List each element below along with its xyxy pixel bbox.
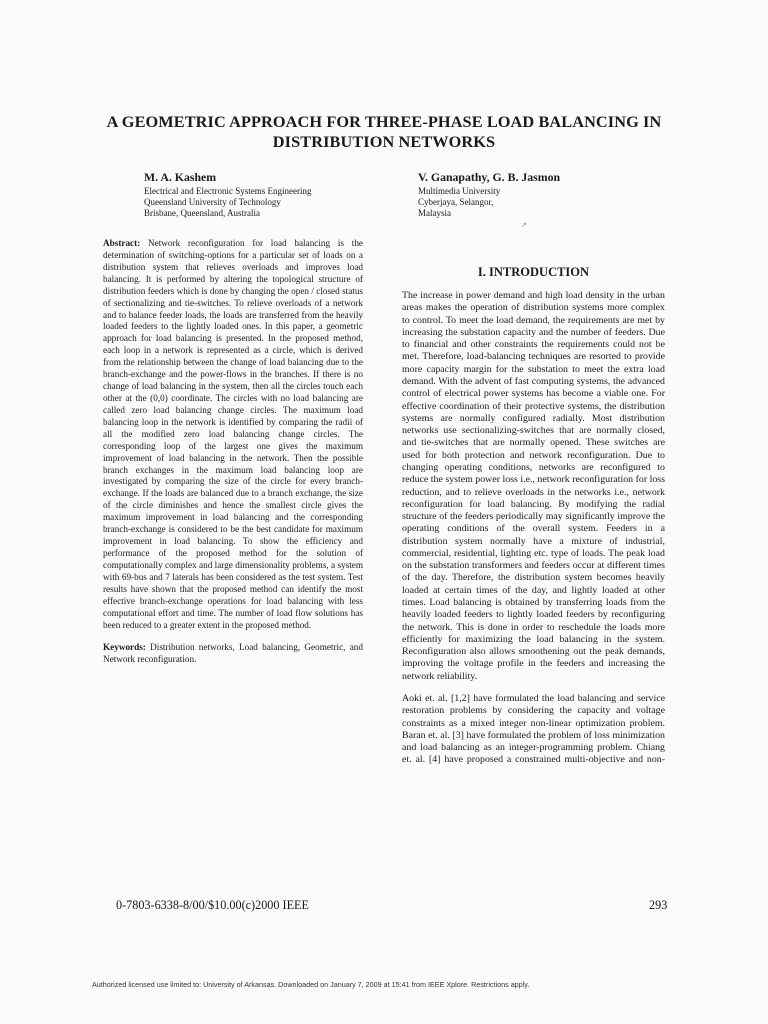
author-affiliation: Electrical and Electronic Systems Engineering (144, 186, 312, 196)
author-affiliation: Brisbane, Queensland, Australia (144, 208, 260, 219)
license-footer: Authorized licensed use limited to: University of Arkansas. Downloaded on January 7, 2009 at 15:41 from IEEE Xplore. Restrictions apply. (92, 980, 530, 989)
title-line-1: A GEOMETRIC APPROACH FOR THREE-PHASE LOAD BALANCING IN (106, 112, 662, 131)
intro-paragraph: The increase in power demand and high load density in the urban areas makes the operation of distribution systems more complex to control. To meet the load demand, the requirements are met by increasing the substation capacity and the number of feeders. Due to financial and other constraints the requirements could not be met. Therefore, load-balancing techniques are resorted to provide more capacity margin for the substation to meet the extra load demand. With the advent of fast computing systems, the advanced control of electrical power systems has become a viable one. For effective coordination of their protective systems, the distribution systems are normally configured radially. Most distribution networks use sectionalizing-switches that are normally closed, and tie-switches that are normally opened. These switches are used for both protection and network reconfiguration. Due to changing operating conditions, networks are reconfigured to reduce the system power loss i.e., network reconfiguration for loss reduction, and to relieve overloads in the networks i.e., network reconfiguration for load balancing. By modifying the radial structure of the feeders periodically may significantly improve the operating conditions of the overall system. Feeders in a distribution system normally have a mixture of industrial, commercial, residential, lighting etc. type of loads. The peak load on the substation transformers and feeders occur at different times of the day. Therefore, the distribution system becomes heavily loaded at certain times of the day, and lightly loaded at other times. Load balancing is obtained by transferring loads from the heavily loaded feeders to lightly loaded feeders by reconfiguring the network. This is done in order to reschedule the loads more efficiently for maximizing the load balancing in the system. Reconfiguration also allows smoothening out the peak demands, improving the voltage profile in the feeders and increasing the network reliability. (402, 290, 665, 682)
abstract (103, 238, 363, 631)
keywords-text: Distribution networks, Load balancing, Geometric, and Network reconfiguration. (103, 642, 363, 665)
keywords (103, 642, 363, 666)
paper-title (60, 112, 708, 152)
left-column (103, 238, 363, 677)
right-column (402, 290, 665, 777)
scan-mark: ↗ (521, 221, 527, 229)
keywords-label: Keywords: (103, 642, 146, 653)
page-number: 293 (649, 898, 668, 912)
section-heading-introduction: I. INTRODUCTION (477, 265, 590, 279)
author-affiliation: Cyberjaya, Selangor, (418, 197, 494, 208)
author-affiliation: Queensland University of Technology (144, 197, 281, 208)
author-block-left (144, 170, 311, 220)
author-block-right (418, 170, 560, 220)
abstract-text: Network reconfiguration for load balancing is the determination of switching-options for a particular set of loads on a distribution system that relieves overloads and improves load balancing. It is performed by altering the topological structure of distribution feeders which is done by changing the open / closed status of sectionalizing and tie-switches. To relieve overloads of a network and to balance feeder loads, the loads are transferred from the heavily loaded feeders to the lightly loaded ones. In this paper, a geometric approach for load balancing is presented. In the proposed method, each loop in a network is represented as a circle, which is derived from the relationship between the change of load balancing due to the branch-exchange and the power-flows in the branches. If there is no change of load balancing in the system, then all the circles touch each other at the (0,0) coordinate. The circles with no load balancing are called zero load balancing change circles. The maximum load balancing loop in the network is identified by comparing the radii of all the modified zero load balancing change circles. The corresponding loop of the largest one gives the maximum improvement of load balancing in the network. Then the possible branch exchanges in the maximum load balancing loop are investigated by comparing the size of the circle for every branch-exchange. If the loads are balanced due to a branch exchange, the size of the circle diminishes and hence the smallest circle gives the maximum improvement in load balancing and the corresponding branch-exchange is considered to be the best candidate for maximum improvement in load balancing. To show the efficiency and performance of the proposed method for the solution of computationally complex and large dimensionality problems, a system with 69-bus and 7 laterals has been considered as the test system. Test results have shown that the proposed method can identify the most effective branch-exchange operations for load balancing with less computational effort and time. The number of load flow solutions has been reduced to a greater extent in the proposed method. (103, 238, 363, 630)
title-line-2: DISTRIBUTION NETWORKS (272, 132, 496, 151)
copyright-notice: 0-7803-6338-8/00/$10.00(c)2000 IEEE (116, 898, 309, 912)
author-name: M. A. Kashem (144, 170, 217, 184)
intro-paragraph: Aoki et. al. [1,2] have formulated the load balancing and service restoration problems by considering the capacity and voltage constraints as a mixed integer non-linear optimization problem. Baran et. al. [3] have formulated the problem of loss minimization and load balancing as an integer-programming problem. Chiang et. al. [4] have proposed a constrained multi-objective and non- (402, 693, 665, 766)
author-affiliation: Malaysia (418, 208, 451, 219)
abstract-label: Abstract: (103, 238, 141, 248)
author-affiliation: Multimedia University (418, 186, 501, 196)
author-name: V. Ganapathy, G. B. Jasmon (418, 170, 561, 184)
